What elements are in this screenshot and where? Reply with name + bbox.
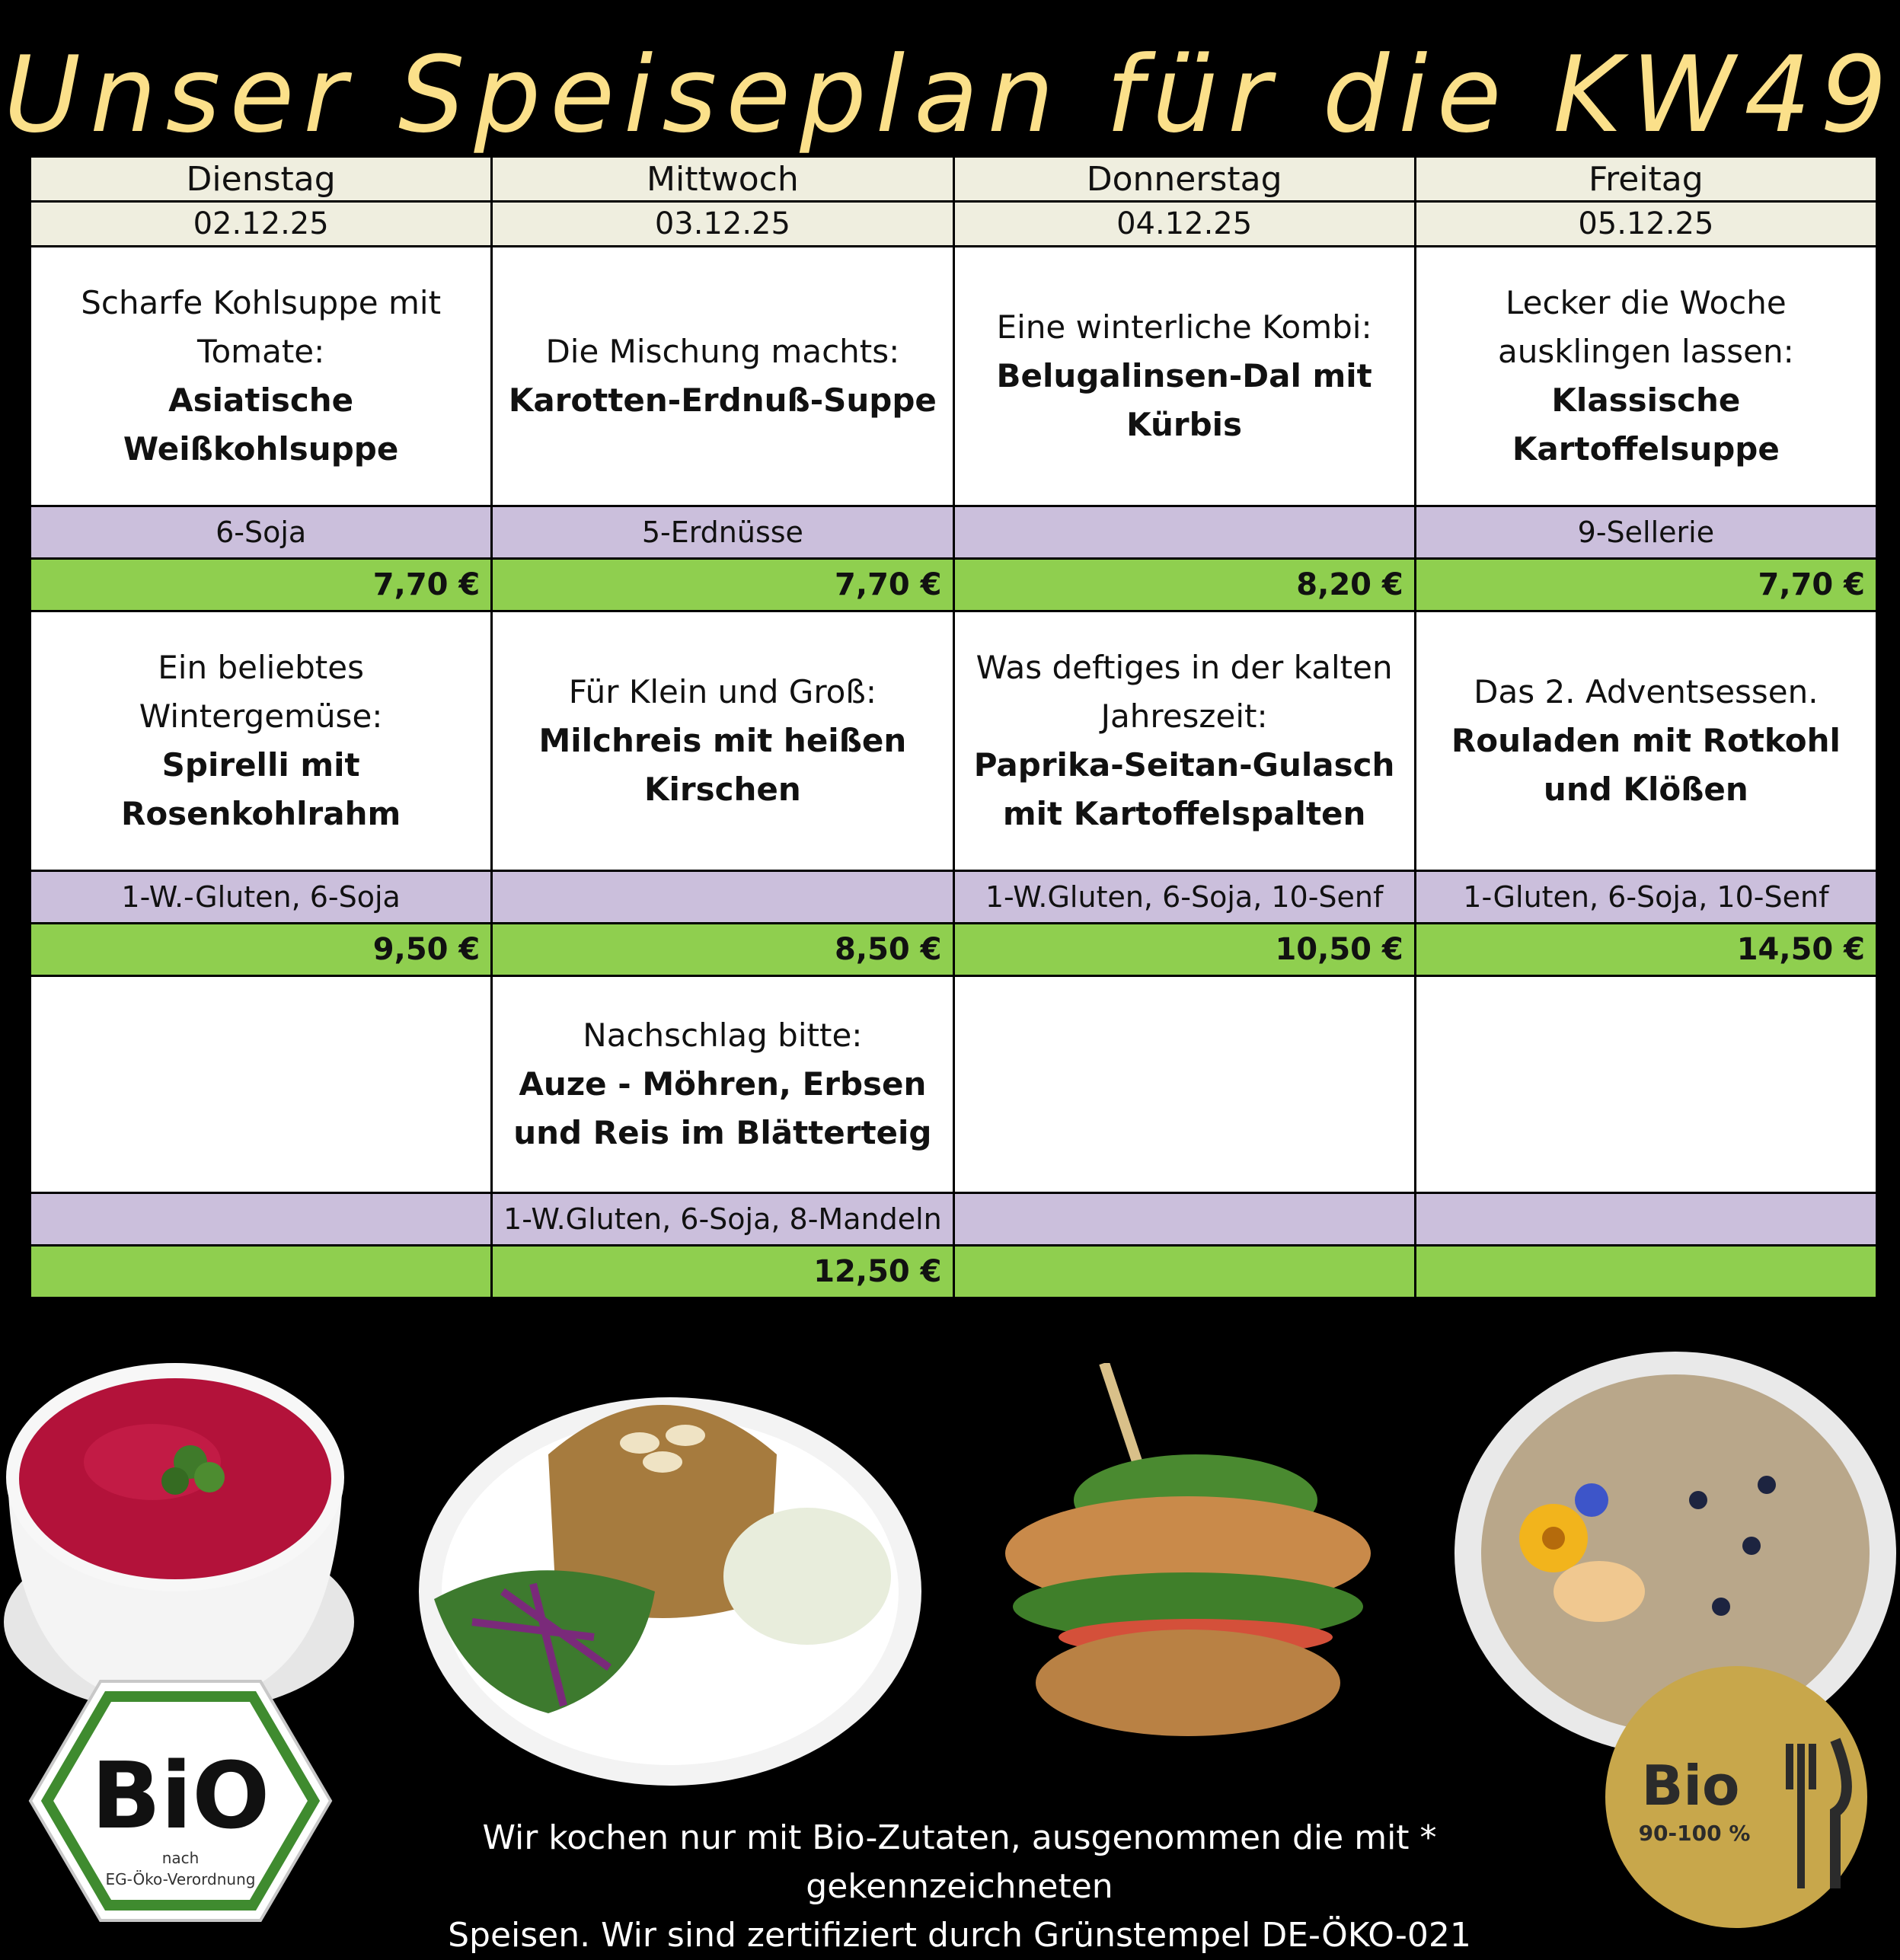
- price-row: [30, 559, 1877, 611]
- bio-90-100-badge: [1599, 1660, 1873, 1934]
- bio-logo-brand: BiO: [91, 1744, 270, 1850]
- dish-name: Rouladen mit Rotkohl und Klößen: [1451, 722, 1841, 808]
- price-cell: 12,50 €: [492, 1246, 953, 1298]
- dish-intro: Lecker die Woche ausklingen lassen:: [1497, 284, 1794, 370]
- price-cell: [1415, 1246, 1876, 1298]
- allergen-cell: [953, 506, 1415, 559]
- borage-flower: [1575, 1483, 1608, 1517]
- allergen-cell: [30, 1193, 492, 1246]
- dish-cell: [1415, 976, 1876, 1193]
- day-name: Dienstag: [30, 157, 492, 202]
- dish-intro: Eine winterliche Kombi:: [996, 308, 1372, 346]
- dish-cell: [953, 247, 1415, 506]
- footer-line-2: Speisen. Wir sind zertifiziert durch Grünstempel DE-ÖKO-021: [448, 1916, 1471, 1955]
- dish-row: [30, 611, 1877, 871]
- allergen-cell: [953, 1193, 1415, 1246]
- day-name: Donnerstag: [953, 157, 1415, 202]
- dish-cell: [1415, 247, 1876, 506]
- day-name: Mittwoch: [492, 157, 953, 202]
- almond: [620, 1432, 659, 1454]
- price-cell: 7,70 €: [30, 559, 492, 611]
- bio-logo-sub2: EG-Öko-Verordnung: [105, 1870, 256, 1888]
- dish-intro: Was deftiges in der kalten Jahreszeit:: [976, 649, 1393, 735]
- allergen-row: [30, 1193, 1877, 1246]
- dish-intro: Ein beliebtes Wintergemüse:: [139, 649, 383, 735]
- almond: [666, 1425, 705, 1446]
- price-cell: 8,20 €: [953, 559, 1415, 611]
- day-date: 02.12.25: [30, 202, 492, 247]
- menu-table: [29, 155, 1878, 1299]
- dish-name: Karotten-Erdnuß-Suppe: [508, 381, 937, 419]
- price-row: [30, 1246, 1877, 1298]
- allergen-row: [30, 506, 1877, 559]
- badge-sub: 90-100 %: [1638, 1821, 1751, 1846]
- dish-cell: [492, 976, 953, 1193]
- blueberry: [1689, 1491, 1707, 1509]
- price-row: [30, 924, 1877, 976]
- day-header-row: [30, 157, 1877, 202]
- parsley-leaf: [161, 1467, 189, 1495]
- price-cell: 10,50 €: [953, 924, 1415, 976]
- price-cell: [953, 1246, 1415, 1298]
- burger-photo: [990, 1363, 1409, 1759]
- blueberry: [1742, 1537, 1761, 1555]
- day-date: 04.12.25: [953, 202, 1415, 247]
- allergen-cell: 1-W.Gluten, 6-Soja, 10-Senf: [953, 871, 1415, 924]
- day-date: 05.12.25: [1415, 202, 1876, 247]
- dish-row: [30, 247, 1877, 506]
- blueberry: [1712, 1598, 1730, 1616]
- dish-intro: Die Mischung machts:: [545, 333, 900, 370]
- dish-cell: [953, 976, 1415, 1193]
- dish-name: Milchreis mit heißen Kirschen: [538, 722, 907, 808]
- dish-row: [30, 976, 1877, 1193]
- dish-name: Klassische Kartoffelsuppe: [1512, 381, 1780, 468]
- dish-intro: Das 2. Adventsessen.: [1474, 673, 1819, 710]
- price-cell: 8,50 €: [492, 924, 953, 976]
- dish-name: Paprika-Seitan-Gulasch mit Kartoffelspalten: [973, 746, 1395, 832]
- badge-brand: Bio: [1641, 1754, 1740, 1818]
- blueberry: [1758, 1476, 1776, 1494]
- parsley-leaf: [194, 1462, 225, 1492]
- dish-name: Auze - Möhren, Erbsen und Reis im Blätterteig: [513, 1065, 932, 1151]
- dish-cell: [492, 611, 953, 871]
- allergen-cell: [492, 871, 953, 924]
- allergen-cell: 1-W.-Gluten, 6-Soja: [30, 871, 492, 924]
- date-row: [30, 202, 1877, 247]
- allergen-cell: 6-Soja: [30, 506, 492, 559]
- allergen-cell: 1-W.Gluten, 6-Soja, 8-Mandeln: [492, 1193, 953, 1246]
- dish-intro: Für Klein und Groß:: [568, 673, 877, 710]
- price-cell: 7,70 €: [492, 559, 953, 611]
- allergen-cell: 1-Gluten, 6-Soja, 10-Senf: [1415, 871, 1876, 924]
- dish-cell: [953, 611, 1415, 871]
- dish-cell: [492, 247, 953, 506]
- flower-center: [1542, 1527, 1565, 1550]
- allergen-row: [30, 871, 1877, 924]
- dish-cell: [30, 247, 492, 506]
- day-name: Freitag: [1415, 157, 1876, 202]
- yogurt-sauce: [723, 1508, 891, 1645]
- auze-plate-photo: [411, 1363, 929, 1789]
- dish-cell: [30, 976, 492, 1193]
- dish-name: Belugalinsen-Dal mit Kürbis: [996, 357, 1372, 443]
- page-title: Unser Speiseplan für die KW49: [4, 34, 1896, 156]
- skewer: [1104, 1363, 1142, 1477]
- apple-slice: [1554, 1561, 1645, 1622]
- bio-logo-sub1: nach: [161, 1849, 200, 1867]
- allergen-cell: [1415, 1193, 1876, 1246]
- allergen-cell: 5-Erdnüsse: [492, 506, 953, 559]
- roesti-bottom: [1036, 1630, 1340, 1736]
- dish-intro: Scharfe Kohlsuppe mit Tomate:: [81, 284, 442, 370]
- price-cell: [30, 1246, 492, 1298]
- dish-intro: Nachschlag bitte:: [583, 1017, 863, 1054]
- footer-line-1: Wir kochen nur mit Bio-Zutaten, ausgenommen die mit * gekennzeichneten: [482, 1818, 1437, 1906]
- footer-note: [327, 1814, 1592, 1960]
- dish-name: Asiatische Weißkohlsuppe: [123, 381, 399, 468]
- dish-name: Spirelli mit Rosenkohlrahm: [120, 746, 401, 832]
- dish-cell: [30, 611, 492, 871]
- price-cell: 7,70 €: [1415, 559, 1876, 611]
- almond: [643, 1451, 682, 1473]
- price-cell: 9,50 €: [30, 924, 492, 976]
- day-date: 03.12.25: [492, 202, 953, 247]
- price-cell: 14,50 €: [1415, 924, 1876, 976]
- bio-siegel-logo: [24, 1675, 337, 1926]
- dish-cell: [1415, 611, 1876, 871]
- allergen-cell: 9-Sellerie: [1415, 506, 1876, 559]
